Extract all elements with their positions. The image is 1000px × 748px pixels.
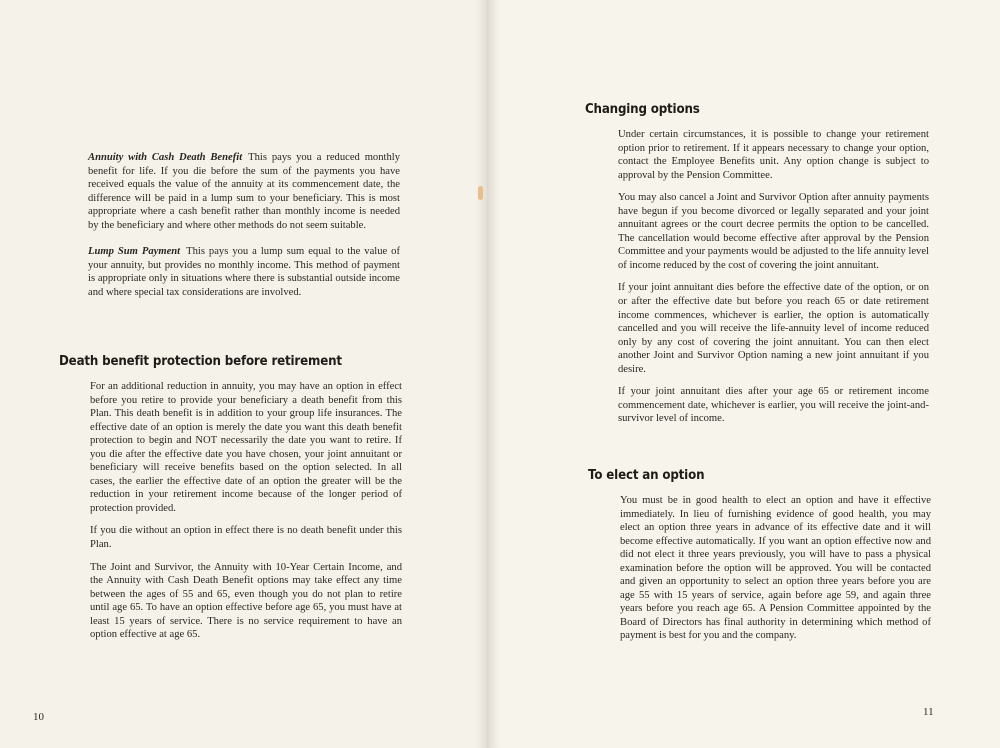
death-benefit-paragraph-3: The Joint and Survivor, the Annuity with 10-Year Certain Income, and the Annuity with Cash Death Benefit options may take effect any time between the ages of 55 and 65, even though you do not plan to retire until age 65. To have an option effective before age 65, you must have at least 15 years of service. There is no service requirement to have an option effective at age 65.: [90, 561, 402, 641]
left-page: [0, 0, 487, 748]
elect-option-heading: To elect an option: [588, 467, 705, 483]
death-benefit-paragraph-1: For an additional reduction in annuity, you may have an option in effect before you retire to provide your beneficiary a death benefit from this Plan. This death benefit is in addition to your group life insurances. The effective date of an option is merely the date you want this death benefit protection to begin and NOT necessarily the date you want to retire. If you die after the effective date you have chosen, your joint annuitant or beneficiary will receive benefits based on the option selected. In all cases, the earlier the effective date of an option the greater will be the reduction in your retirement income because of the longer period of protection provided.: [90, 381, 402, 514]
paper-smudge: [478, 186, 483, 200]
binding-gutter: [476, 0, 500, 748]
death-benefit-paragraph-2: If you die without an option in effect there is no death benefit under this Plan.: [90, 525, 402, 551]
elect-option-column: [620, 494, 931, 652]
changing-options-heading: Changing options: [585, 101, 700, 117]
options-continued-column: [88, 151, 400, 308]
page-number-right: 11: [923, 706, 934, 718]
elect-paragraph-1: You must be in good health to elect an option and have it effective immediately. In lieu of furnishing evidence of good health, you may elect an option three years in advance of its effective date and it will become effective automatically. If you want an option effective now and did not elect it three years previously, you will have to pass a physical examination before the option will be approved. You will be contacted and given an opportunity to select an option three years before you are age 55 with 15 years of service, again before age 59, and again three years before you reach age 65. A Pension Committee appointed by the Board of Directors has final authority in determining which method of payment is best for you and the company.: [620, 495, 931, 642]
changing-options-column: [618, 128, 929, 435]
changing-paragraph-4: If your joint annuitant dies after your age 65 or retirement income commencement date, whichever is earlier, you will receive the joint-and-survivor level of income.: [618, 386, 929, 425]
death-benefit-heading: Death benefit protection before retirement: [59, 353, 342, 369]
right-page: [488, 0, 1000, 748]
changing-paragraph-3: If your joint annuitant dies before the effective date of the option, or on or after the effective date but before you reach 65 or date retirement income commences, whichever is earlier, the option is automatically cancelled and you will receive the life-annuity level of income reduced only by any cost of covering the joint annuitant. You can then elect another Joint and Survivor Option naming a new joint annuitant if you desire.: [618, 282, 929, 375]
death-benefit-column: [90, 380, 402, 651]
annuity-cash-death-paragraph: [88, 151, 400, 232]
changing-paragraph-1: Under certain circumstances, it is possible to change your retirement option prior to retirement. If it appears necessary to change your option, contact the Employee Benefits unit. Any option change is subject to approval by the Pension Committee.: [618, 129, 929, 181]
lump-sum-paragraph: [88, 245, 400, 299]
changing-paragraph-2: You may also cancel a Joint and Survivor Option after annuity payments have begun if you become divorced or legally separated and your joint annuitant agrees or the court decree permits the option to be cancelled. The cancellation would become effective after approval by the Pension Committee and your payments would be adjusted to the life annuity level of income reduced by the cost of covering the joint annuitant.: [618, 192, 929, 271]
page-number-left: 10: [33, 711, 44, 723]
annuity-cash-death-text: This pays you a reduced monthly benefit for life. If you die before the sum of the payments you have received equals the value of the annuity at its commencement date, the difference will be paid in a lump sum to your beneficiary. This is most appropriate where a cash benefit rather than monthly income is needed by the beneficiary and where other methods do not seem suitable.: [88, 152, 401, 231]
lump-sum-text: This pays you a lump sum equal to the value of your annuity, but provides no monthly income. This method of payment is appropriate only in situations where there is substantial outside income and where special tax considerations are involved.: [88, 246, 401, 298]
lump-sum-lead: Lump Sum Payment: [88, 246, 181, 258]
annuity-cash-death-lead: Annuity with Cash Death Benefit: [88, 152, 243, 163]
